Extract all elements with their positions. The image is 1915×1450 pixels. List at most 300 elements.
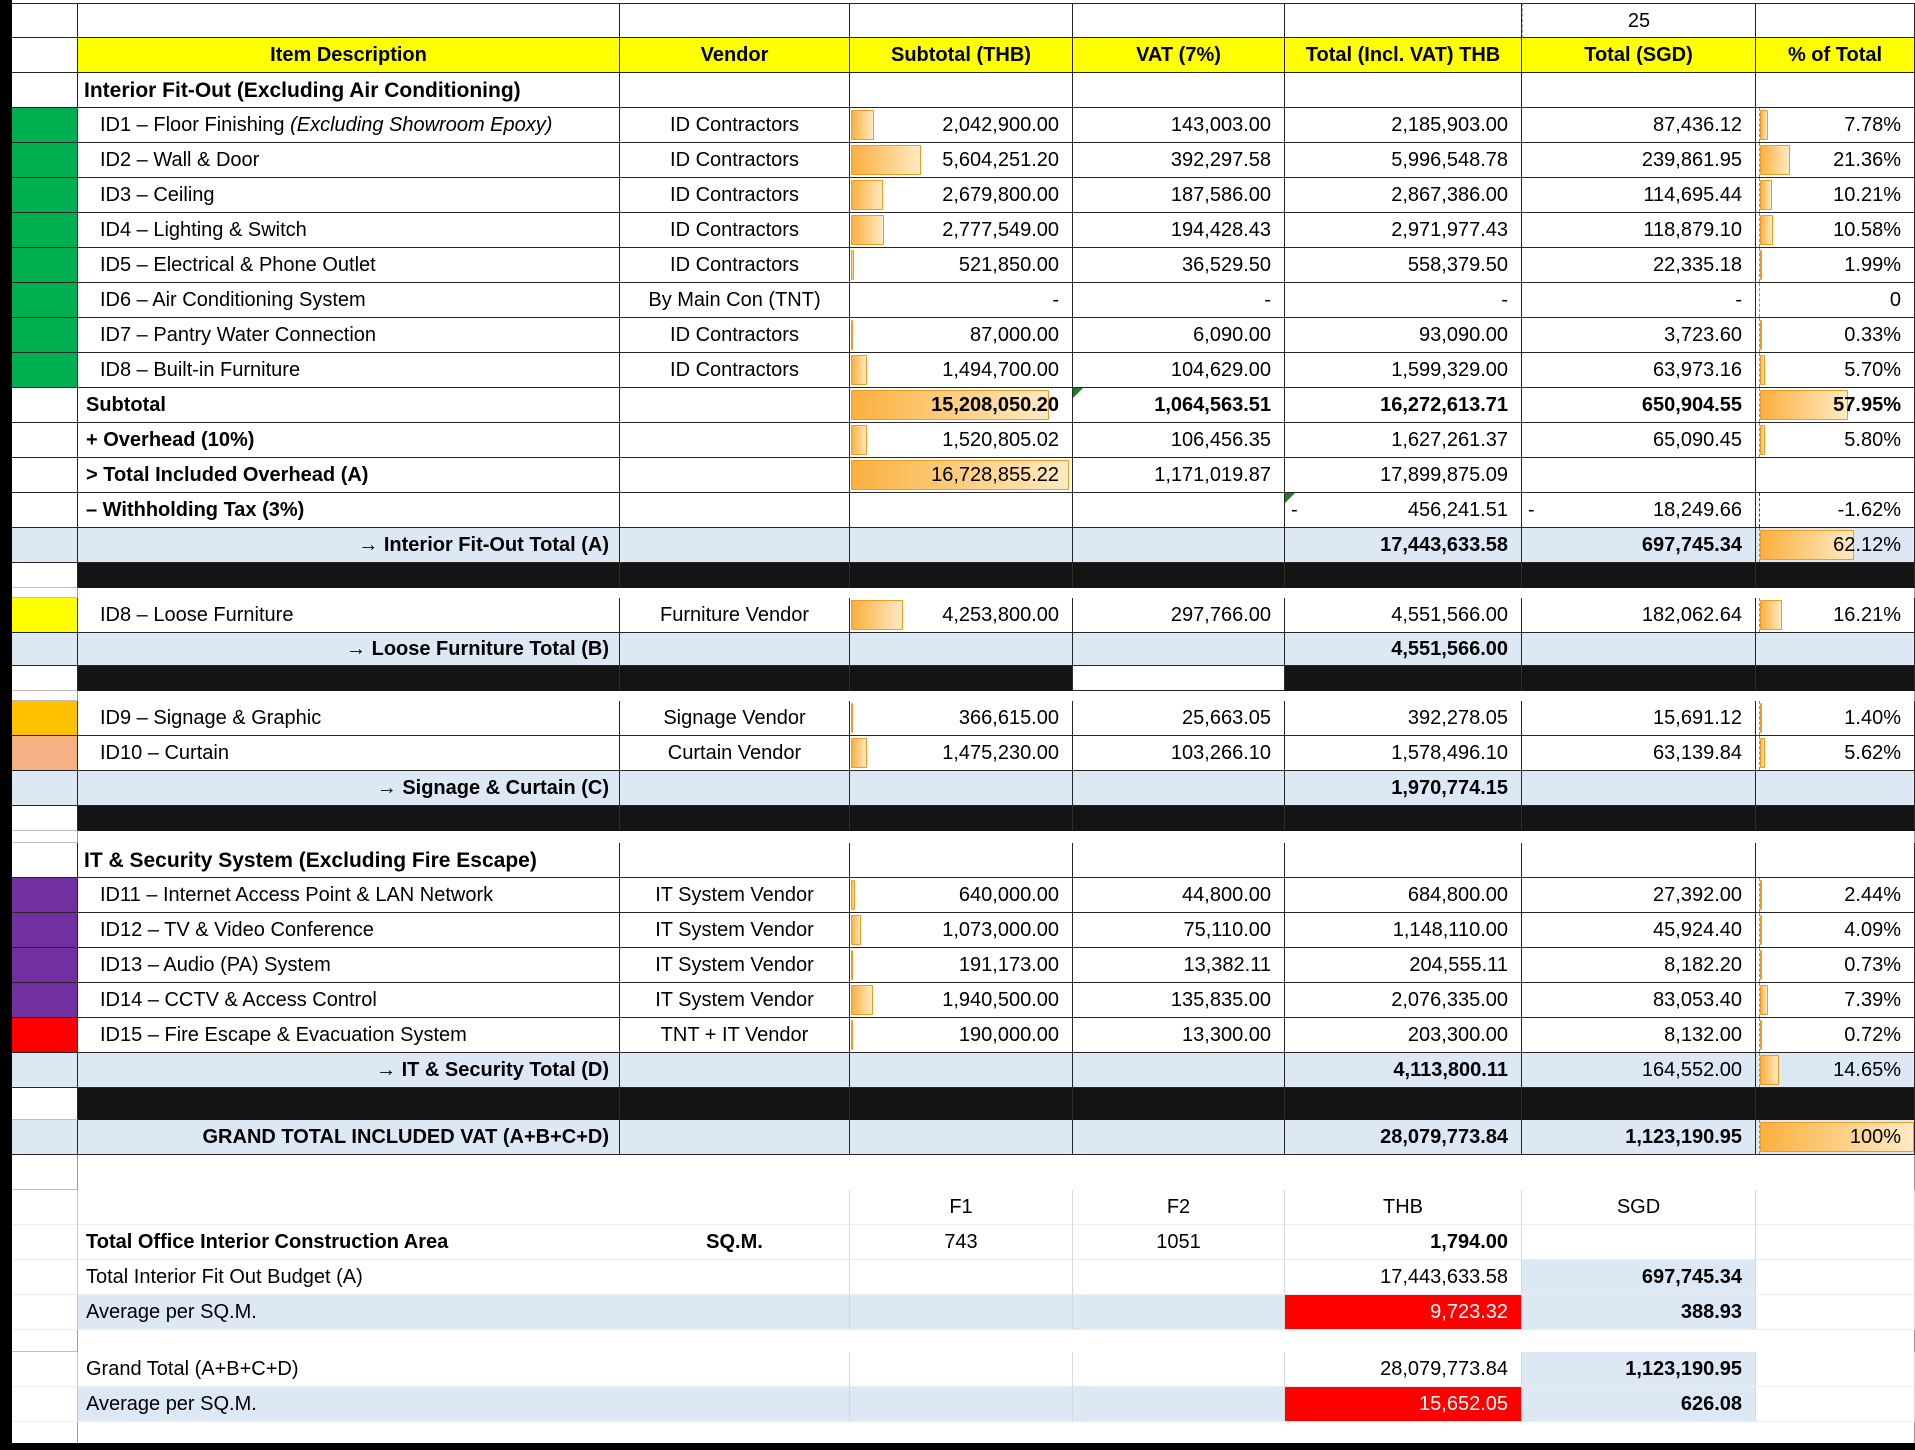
total-thb-cell[interactable]: [1285, 878, 1522, 913]
vendor-cell[interactable]: [620, 458, 850, 493]
total-thb-cell[interactable]: [1285, 283, 1522, 318]
column-header-pct[interactable]: [1756, 38, 1915, 73]
blank-cell[interactable]: [1073, 528, 1285, 563]
vat-cell[interactable]: [1073, 108, 1285, 143]
total-thb-cell[interactable]: [1285, 493, 1522, 528]
item-label-cell[interactable]: [78, 598, 620, 633]
row-total-35: [12, 1120, 1915, 1155]
total-thb-cell[interactable]: [1285, 528, 1522, 563]
total-sgd-cell[interactable]: [1522, 1120, 1756, 1155]
pct-cell[interactable]: [1756, 701, 1915, 736]
pct-cell[interactable]: [1756, 736, 1915, 771]
blank-cell[interactable]: [1756, 1225, 1915, 1260]
blank-cell[interactable]: [1073, 3, 1285, 38]
summary-f1-cell[interactable]: [850, 1225, 1073, 1260]
vendor-cell[interactable]: [620, 213, 850, 248]
blank-cell[interactable]: [620, 771, 850, 806]
item-label-cell[interactable]: [78, 213, 620, 248]
blank-cell[interactable]: [850, 633, 1073, 666]
vendor-cell[interactable]: [620, 318, 850, 353]
subtotal-cell[interactable]: [850, 353, 1073, 388]
total-thb-cell[interactable]: [1285, 1053, 1522, 1088]
item-label-cell[interactable]: [78, 353, 620, 388]
summary-unit-cell[interactable]: [620, 1295, 850, 1330]
vendor-cell[interactable]: [620, 701, 850, 736]
item-label-cell[interactable]: [78, 701, 620, 736]
row-black-16: [12, 563, 1915, 588]
vat-cell[interactable]: [1073, 948, 1285, 983]
subtotal-cell[interactable]: [850, 913, 1073, 948]
blank-cell[interactable]: [850, 3, 1073, 38]
section-header[interactable]: [78, 73, 620, 108]
vendor-cell[interactable]: [620, 178, 850, 213]
pct-databar: [1760, 985, 1768, 1015]
subtotal-cell[interactable]: [850, 983, 1073, 1018]
cell-text: ID Contractors: [670, 324, 799, 346]
subtotal-cell[interactable]: [850, 213, 1073, 248]
total-label-cell[interactable]: [78, 633, 620, 666]
summary-thb-cell[interactable]: [1285, 1190, 1522, 1225]
summary-label-cell[interactable]: [78, 1387, 620, 1422]
subtotal-cell[interactable]: [850, 736, 1073, 771]
blank-cell[interactable]: [1073, 73, 1285, 108]
blank-cell[interactable]: [1285, 3, 1522, 38]
summary-sgd-cell[interactable]: [1522, 1260, 1756, 1295]
vendor-cell[interactable]: [620, 283, 850, 318]
vat-cell[interactable]: [1073, 983, 1285, 1018]
blank-cell[interactable]: [1522, 73, 1756, 108]
vat-cell[interactable]: [1073, 318, 1285, 353]
pct-cell[interactable]: [1756, 423, 1915, 458]
item-label-cell[interactable]: [78, 143, 620, 178]
blank-cell[interactable]: [1522, 843, 1756, 878]
blank-cell[interactable]: [1756, 843, 1915, 878]
row-item-5: [12, 178, 1915, 213]
vendor-cell[interactable]: [620, 913, 850, 948]
subtotal-cell[interactable]: [850, 248, 1073, 283]
cell-text: 16.21%: [1833, 604, 1901, 626]
item-label-cell[interactable]: [78, 736, 620, 771]
blank-cell[interactable]: [1073, 1053, 1285, 1088]
vendor-cell[interactable]: [620, 143, 850, 178]
cell-text: SGD: [1616, 1196, 1661, 1218]
vat-cell[interactable]: [1073, 353, 1285, 388]
vendor-cell[interactable]: [620, 423, 850, 458]
total-label-cell[interactable]: [78, 1120, 620, 1155]
item-label: ID4 – Lighting & Switch: [100, 219, 307, 241]
subtotal-cell[interactable]: [850, 701, 1073, 736]
total-sgd-cell[interactable]: [1522, 318, 1756, 353]
blank-cell[interactable]: [850, 843, 1073, 878]
cell-text: 9,723.32: [1430, 1301, 1508, 1323]
subtotal-cell[interactable]: [850, 598, 1073, 633]
item-label-cell[interactable]: [78, 458, 620, 493]
blank-cell[interactable]: [1756, 1387, 1915, 1422]
vat-cell[interactable]: [1073, 878, 1285, 913]
summary-f2-cell[interactable]: [1073, 1387, 1285, 1422]
summary-sgd-cell[interactable]: [1522, 1352, 1756, 1387]
blank-cell[interactable]: [850, 1053, 1073, 1088]
blank-cell[interactable]: [1756, 1190, 1915, 1225]
margin-cell: [12, 1295, 78, 1330]
item-label-cell[interactable]: [78, 283, 620, 318]
total-thb-cell[interactable]: [1285, 983, 1522, 1018]
pct-cell[interactable]: [1756, 143, 1915, 178]
total-thb-cell[interactable]: [1285, 736, 1522, 771]
pct-cell[interactable]: [1756, 878, 1915, 913]
total-label-cell[interactable]: [78, 1053, 620, 1088]
vendor-cell[interactable]: [620, 948, 850, 983]
column-header-sub[interactable]: [850, 38, 1073, 73]
total-thb-cell[interactable]: [1285, 388, 1522, 423]
summary-f1-cell[interactable]: [850, 1260, 1073, 1295]
cell-text: 5.62%: [1844, 742, 1901, 764]
summary-unit-cell[interactable]: [620, 1387, 850, 1422]
summary-unit-cell[interactable]: [620, 1225, 850, 1260]
item-label-note: (Excluding Showroom Epoxy): [284, 114, 553, 136]
total-thb-cell[interactable]: [1285, 701, 1522, 736]
cell-text: Total (Incl. VAT) THB: [1305, 44, 1501, 66]
item-label-cell[interactable]: [78, 248, 620, 283]
pct-cell[interactable]: [1756, 771, 1915, 806]
blank-cell[interactable]: [78, 3, 620, 38]
summary-f2-cell[interactable]: [1073, 1190, 1285, 1225]
pct-cell[interactable]: [1756, 1120, 1915, 1155]
item-label-cell[interactable]: [78, 1018, 620, 1053]
cell-text: 2,185,903.00: [1391, 114, 1508, 136]
total-thb-cell[interactable]: [1285, 948, 1522, 983]
summary-f2-cell[interactable]: [1073, 1260, 1285, 1295]
category-strip: [12, 983, 78, 1018]
separator-cell: [1285, 563, 1522, 588]
pct-cell[interactable]: [1756, 493, 1915, 528]
total-thb-cell[interactable]: [1285, 213, 1522, 248]
column-header-item[interactable]: [78, 38, 620, 73]
total-sgd-cell[interactable]: [1522, 283, 1756, 318]
total-sgd-cell[interactable]: [1522, 771, 1756, 806]
blank-cell[interactable]: [850, 771, 1073, 806]
subtotal-cell[interactable]: [850, 948, 1073, 983]
summary-sgd-cell[interactable]: [1522, 1190, 1756, 1225]
blank-cell[interactable]: [620, 1053, 850, 1088]
pct-cell[interactable]: [1756, 388, 1915, 423]
blank-cell[interactable]: [850, 73, 1073, 108]
total-thb-cell[interactable]: [1285, 1018, 1522, 1053]
pct-cell[interactable]: [1756, 353, 1915, 388]
separator-cell: [620, 806, 850, 831]
pct-cell[interactable]: [1756, 108, 1915, 143]
summary-f1-cell[interactable]: [850, 1352, 1073, 1387]
summary-unit-cell[interactable]: [620, 1260, 850, 1295]
total-sgd-cell[interactable]: [1522, 388, 1756, 423]
cell-text: 1,599,329.00: [1391, 359, 1508, 381]
total-label-cell[interactable]: [78, 771, 620, 806]
summary-sgd-cell[interactable]: [1522, 1387, 1756, 1422]
section-header[interactable]: [78, 843, 620, 878]
blank-cell[interactable]: [1073, 771, 1285, 806]
summary-f2-cell[interactable]: [1073, 1225, 1285, 1260]
vendor-cell[interactable]: [620, 1018, 850, 1053]
summary-f1-cell[interactable]: [850, 1387, 1073, 1422]
item-label-cell[interactable]: [78, 318, 620, 353]
summary-label-cell[interactable]: [78, 1352, 620, 1387]
summary-f1-cell[interactable]: [850, 1295, 1073, 1330]
category-strip: [12, 458, 78, 493]
cell-text: ID Contractors: [670, 184, 799, 206]
summary-unit-cell[interactable]: [620, 1190, 850, 1225]
subtotal-cell[interactable]: [850, 1018, 1073, 1053]
vendor-cell[interactable]: [620, 878, 850, 913]
vat-cell[interactable]: [1073, 283, 1285, 318]
vat-cell[interactable]: [1073, 178, 1285, 213]
total-thb-cell[interactable]: [1285, 598, 1522, 633]
cell-text: IT System Vendor: [655, 884, 814, 906]
cell-text: 143,003.00: [1170, 114, 1271, 136]
separator-cell: [1522, 806, 1756, 831]
blank-cell[interactable]: [620, 528, 850, 563]
pct-cell[interactable]: [1756, 1053, 1915, 1088]
item-label-cell[interactable]: [78, 423, 620, 458]
pct-cell[interactable]: [1756, 458, 1915, 493]
pct-cell[interactable]: [1756, 318, 1915, 353]
pct-databar: [1760, 425, 1765, 455]
blank-cell[interactable]: [850, 528, 1073, 563]
total-sgd-cell[interactable]: [1522, 983, 1756, 1018]
rate-cell[interactable]: [1522, 3, 1756, 38]
total-thb-cell[interactable]: [1285, 1120, 1522, 1155]
subtotal-cell[interactable]: [850, 318, 1073, 353]
pct-databar: [1760, 145, 1790, 175]
total-sgd-cell[interactable]: [1522, 736, 1756, 771]
blank-cell[interactable]: [620, 843, 850, 878]
summary-thb-cell[interactable]: [1285, 1387, 1522, 1422]
blank-cell[interactable]: [620, 3, 850, 38]
total-sgd-cell[interactable]: [1522, 598, 1756, 633]
blank-cell[interactable]: [1073, 633, 1285, 666]
cell-text: 697,745.34: [1641, 534, 1742, 556]
total-sgd-cell[interactable]: [1522, 353, 1756, 388]
pct-cell[interactable]: [1756, 983, 1915, 1018]
blank-cell[interactable]: [1285, 73, 1522, 108]
total-sgd-cell[interactable]: [1522, 108, 1756, 143]
item-label-cell[interactable]: [78, 983, 620, 1018]
vendor-cell[interactable]: [620, 736, 850, 771]
blank-cell[interactable]: [620, 633, 850, 666]
column-header-thb[interactable]: [1285, 38, 1522, 73]
separator-cell: [850, 1088, 1073, 1120]
row-item-18: [12, 598, 1915, 633]
summary-label-cell[interactable]: [78, 1260, 620, 1295]
cell-text: 28,079,773.84: [1380, 1126, 1508, 1148]
total-thb-cell[interactable]: [1285, 771, 1522, 806]
total-label-cell[interactable]: [78, 528, 620, 563]
vat-cell[interactable]: [1073, 388, 1285, 423]
cell-text: → Loose Furniture Total (B): [346, 638, 609, 660]
vat-cell[interactable]: [1073, 598, 1285, 633]
total-sgd-cell[interactable]: [1522, 423, 1756, 458]
item-label-cell[interactable]: [78, 913, 620, 948]
vat-cell[interactable]: [1073, 213, 1285, 248]
blank-row: [78, 1155, 1915, 1190]
subtotal-databar: [851, 915, 861, 945]
subtotal-cell[interactable]: [850, 178, 1073, 213]
blank-cell[interactable]: [850, 1120, 1073, 1155]
cell-text: 16,728,855.22: [931, 464, 1059, 486]
summary-thb-cell[interactable]: [1285, 1295, 1522, 1330]
pct-databar: [1760, 950, 1762, 980]
column-header-vat[interactable]: [1073, 38, 1285, 73]
subtotal-cell[interactable]: [850, 493, 1073, 528]
total-sgd-cell[interactable]: [1522, 1018, 1756, 1053]
vat-cell[interactable]: [1073, 736, 1285, 771]
vat-cell[interactable]: [1073, 913, 1285, 948]
blank-cell[interactable]: [1756, 3, 1915, 38]
item-label-cell[interactable]: [78, 878, 620, 913]
blank-cell[interactable]: [1073, 1120, 1285, 1155]
subtotal-cell[interactable]: [850, 283, 1073, 318]
vat-cell[interactable]: [1073, 701, 1285, 736]
vat-cell[interactable]: [1073, 493, 1285, 528]
pct-cell[interactable]: [1756, 598, 1915, 633]
pct-databar: [1760, 738, 1765, 768]
row-b-40: [12, 1295, 1915, 1330]
total-thb-cell[interactable]: [1285, 633, 1522, 666]
total-sgd-cell[interactable]: [1522, 248, 1756, 283]
item-label: ID11 – Internet Access Point & LAN Network: [100, 884, 494, 906]
pct-cell[interactable]: [1756, 213, 1915, 248]
blank-cell[interactable]: [1285, 843, 1522, 878]
total-sgd-cell[interactable]: [1522, 178, 1756, 213]
summary-unit-cell[interactable]: [620, 1352, 850, 1387]
summary-label-cell[interactable]: [78, 1190, 620, 1225]
subtotal-cell[interactable]: [850, 458, 1073, 493]
total-sgd-cell[interactable]: [1522, 701, 1756, 736]
category-strip: [12, 248, 78, 283]
item-label-cell[interactable]: [78, 108, 620, 143]
total-sgd-cell[interactable]: [1522, 633, 1756, 666]
total-thb-cell[interactable]: [1285, 178, 1522, 213]
item-label-cell[interactable]: [78, 948, 620, 983]
vendor-cell[interactable]: [620, 108, 850, 143]
vat-cell[interactable]: [1073, 423, 1285, 458]
summary-thb-cell[interactable]: [1285, 1352, 1522, 1387]
total-sgd-cell[interactable]: [1522, 528, 1756, 563]
vendor-cell[interactable]: [620, 598, 850, 633]
pct-cell[interactable]: [1756, 528, 1915, 563]
blank-cell[interactable]: [1073, 843, 1285, 878]
category-strip: [12, 283, 78, 318]
summary-label-cell[interactable]: [78, 1295, 620, 1330]
subtotal-cell[interactable]: [850, 388, 1073, 423]
total-thb-cell[interactable]: [1285, 913, 1522, 948]
blank-row: [78, 588, 1915, 598]
subtotal-cell[interactable]: [850, 878, 1073, 913]
summary-f1-cell[interactable]: [850, 1190, 1073, 1225]
blank-cell[interactable]: [1756, 1260, 1915, 1295]
separator-cell: [620, 563, 850, 588]
cell-text: 13,382.11: [1183, 954, 1271, 976]
total-sgd-cell[interactable]: [1522, 458, 1756, 493]
pct-cell[interactable]: [1756, 1018, 1915, 1053]
pct-cell[interactable]: [1756, 283, 1915, 318]
item-label: ID15 – Fire Escape & Evacuation System: [100, 1024, 467, 1046]
total-thb-cell[interactable]: [1285, 248, 1522, 283]
item-label-cell[interactable]: [78, 388, 620, 423]
pct-databar: [1760, 1055, 1779, 1085]
item-label-cell[interactable]: [78, 178, 620, 213]
vendor-cell[interactable]: [620, 983, 850, 1018]
column-header-sgd[interactable]: [1522, 38, 1756, 73]
subtotal-cell[interactable]: [850, 108, 1073, 143]
blank-cell[interactable]: [620, 1120, 850, 1155]
category-strip: [12, 701, 78, 736]
pct-cell[interactable]: [1756, 948, 1915, 983]
total-thb-cell[interactable]: [1285, 318, 1522, 353]
column-header-vendor[interactable]: [620, 38, 850, 73]
total-sgd-cell[interactable]: [1522, 913, 1756, 948]
summary-thb-cell[interactable]: [1285, 1260, 1522, 1295]
vat-cell[interactable]: [1073, 1018, 1285, 1053]
databar-axis: [1759, 493, 1760, 527]
summary-f2-cell[interactable]: [1073, 1352, 1285, 1387]
total-thb-cell[interactable]: [1285, 423, 1522, 458]
summary-sgd-cell[interactable]: [1522, 1225, 1756, 1260]
item-label-cell[interactable]: [78, 493, 620, 528]
cell-text: 118,879.10: [1643, 219, 1742, 241]
total-sgd-cell[interactable]: [1522, 143, 1756, 178]
pct-cell[interactable]: [1756, 633, 1915, 666]
blank-row: [78, 1422, 1915, 1444]
total-sgd-cell[interactable]: [1522, 1053, 1756, 1088]
total-thb-cell[interactable]: [1285, 458, 1522, 493]
total-sgd-cell[interactable]: [1522, 878, 1756, 913]
pct-cell[interactable]: [1756, 178, 1915, 213]
row-b-37: [12, 1190, 1915, 1225]
vendor-cell[interactable]: [620, 493, 850, 528]
vendor-cell[interactable]: [620, 388, 850, 423]
total-sgd-cell[interactable]: [1522, 213, 1756, 248]
summary-sgd-cell[interactable]: [1522, 1295, 1756, 1330]
pct-cell[interactable]: [1756, 913, 1915, 948]
margin-cell[interactable]: [12, 3, 78, 38]
summary-label-cell[interactable]: [78, 1225, 620, 1260]
vendor-cell[interactable]: [620, 353, 850, 388]
subtotal-cell[interactable]: [850, 423, 1073, 458]
blank-cell[interactable]: [620, 73, 850, 108]
vat-cell[interactable]: [1073, 458, 1285, 493]
vat-cell[interactable]: [1073, 143, 1285, 178]
total-sgd-cell[interactable]: [1522, 493, 1756, 528]
total-sgd-cell[interactable]: [1522, 948, 1756, 983]
vendor-cell[interactable]: [620, 248, 850, 283]
margin-cell: [12, 691, 78, 701]
total-thb-cell[interactable]: [1285, 143, 1522, 178]
summary-thb-cell[interactable]: [1285, 1225, 1522, 1260]
cell-text: 388.93: [1680, 1301, 1742, 1323]
blank-cell[interactable]: [1756, 1295, 1915, 1330]
cell-text: 1,578,496.10: [1391, 742, 1508, 764]
summary-f2-cell[interactable]: [1073, 1295, 1285, 1330]
total-thb-cell[interactable]: [1285, 108, 1522, 143]
pct-cell[interactable]: [1756, 248, 1915, 283]
margin-cell: [12, 73, 78, 108]
blank-cell[interactable]: [1756, 73, 1915, 108]
row-calc-11: [12, 388, 1915, 423]
subtotal-cell[interactable]: [850, 143, 1073, 178]
vat-cell[interactable]: [1073, 248, 1285, 283]
total-thb-cell[interactable]: [1285, 353, 1522, 388]
blank-cell[interactable]: [1756, 1352, 1915, 1387]
